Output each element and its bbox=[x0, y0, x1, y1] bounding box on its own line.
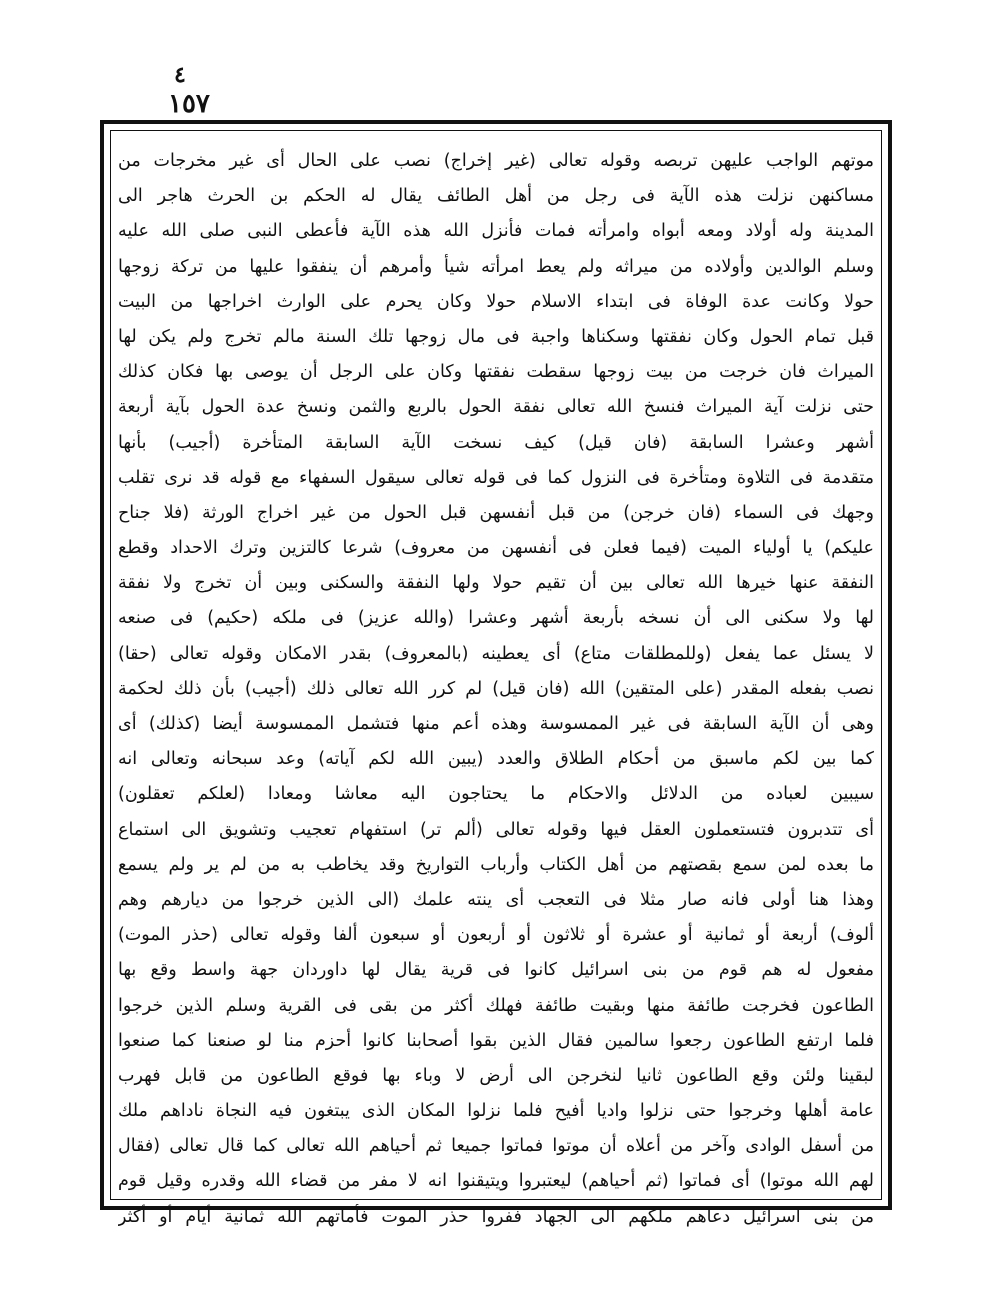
text-line: عامة أهلها وخرجوا حتى نزلوا واديا أفيح فلما نزلوا المكان الذى يبتغون فيه النجاة ناداهم ملك bbox=[118, 1101, 874, 1122]
text-line: لبقينا ولئن وقع الطاعون ثانيا لنخرجن الى أرض لا وباء بها فوقع الطاعون من قابل فهرب bbox=[118, 1065, 874, 1086]
text-line: لا يسئل عما يفعل (وللمطلقات متاع) أى يعطينه (بالمعروف) بقدر الامكان وقوله تعالى (حقا) bbox=[118, 643, 874, 664]
text-line: قبل تمام الحول وكان نفقتها وسكناها واجبة فى مال زوجها تلك السنة مالم تخرج ولم يكن لها bbox=[118, 326, 874, 347]
text-line: الطاعون فخرجت طائفة منها وبقيت طائفة فهلك أكثر من بقى فى القرية وسلم الذين خرجوا bbox=[118, 995, 874, 1016]
text-line: فلما ارتفع الطاعون رجعوا سالمين فقال الذين بقوا أصحابنا كانوا أحزم منا لو صنعنا كما صنعوا bbox=[118, 1030, 874, 1051]
text-line: النفقة عنها خيرها الله تعالى بين أن تقيم حولا ولها النفقة والسكنى وبين أن تخرج ولا نفقة bbox=[118, 573, 874, 594]
text-line: وهذا هنا أولى فانه صار مثلا فى التعجب أى ينته علمك (الى الذين خرجوا من ديارهم وهم bbox=[118, 889, 874, 910]
text-line: المدينة وله أولاد ومعه أبواه وامرأته فمات فأنزل الله هذه الآية فأعطى النبى صلى الله عليه bbox=[118, 221, 874, 242]
text-line: كما بين لكم ماسبق من أحكام الطلاق والعدد (يبين الله لكم آياته) وعد سبحانه وتعالى انه bbox=[118, 749, 874, 770]
text-line: أى تتدبرون فتستعملون العقل فيها وقوله تعالى (ألم تر) استفهام تعجيب وتشويق الى استماع bbox=[118, 819, 874, 840]
signature-mark: ٤ bbox=[174, 62, 186, 88]
text-line: موتهم الواجب عليهن تربصه وقوله تعالى (غير إخراج) نصب على الحال أى غير مخرجات من bbox=[118, 151, 874, 171]
text-line: من بنى اسرائيل دعاهم ملكهم الى الجهاد ففروا حذر الموت فأماتهم الله ثمانية أيام أو أكثر bbox=[118, 1206, 874, 1227]
text-line: ألوف) أربعة أو ثمانية أو عشرة أو ثلاثون أو أربعون أو سبعون ألفا وقوله تعالى (حذر الموت) bbox=[118, 925, 874, 946]
text-line: وسلم الوالدين وأولاده من ميراثه ولم يعط امرأته شيأ وأمرهم أن ينفقوا عليها من تركة زوجها bbox=[118, 256, 874, 277]
text-line: عليكم) يا أولياء الميت (فيما فعلن فى أنفسهن من معروف) شرعا كالتزين وترك الاحداد وقطع bbox=[118, 538, 874, 559]
text-line: حولا وكانت عدة الوفاة فى ابتداء الاسلام حولا وكان يحرم على الوارث اخراجها من البيت bbox=[118, 291, 874, 312]
text-line: أشهر وعشرا السابقة (فان قيل) كيف نسخت الآية السابقة المتأخرة (أجيب) بأنها bbox=[118, 432, 874, 453]
text-line: لهم الله موتوا) أى فماتوا (ثم أحياهم) ليعتبروا ويتيقنوا انه لا مفر من قضاء الله وقدره وقيل قوم bbox=[118, 1171, 874, 1192]
page-number: ١٥٧ bbox=[168, 89, 210, 119]
text-line: مساكنهن نزلت هذه الآية فى رجل من أهل الطائف يقال له الحكم بن الحرث هاجر الى bbox=[118, 186, 874, 207]
text-line: الميراث فان خرجت من بيت زوجها سقطت نفقتها وكان على الرجل أن يوصى بها فكان كذلك bbox=[118, 362, 874, 383]
text-line: مفعول له هم قوم من بنى اسرائيل كانوا فى قرية يقال لها داوردان جهة واسط وقع بها bbox=[118, 960, 874, 981]
text-line: حتى نزلت آية الميراث فنسخ الله تعالى نفقة الحول بالربع والثمن ونسخ عدة الحول بآية أربعة bbox=[118, 397, 874, 418]
main-text-block bbox=[118, 144, 874, 1235]
text-line: متقدمة فى التلاوة ومتأخرة فى النزول كما فى قوله تعالى سيقول السفهاء مع قوله قد نرى تقلب bbox=[118, 467, 874, 488]
text-line: سيبين لعباده من الدلائل والاحكام ما يحتاجون اليه معاشا ومعادا (لعلكم تعقلون) bbox=[118, 784, 874, 805]
text-line: لها ولا سكنى الى أن نسخه بأربعة أشهر وعشرا (والله عزيز) فى ملكه (حكيم) فى صنعه bbox=[118, 608, 874, 629]
text-line: ما بعده لمن سمع بقصتهم من أهل الكتاب وأرباب التواريخ وقد يخاطب به من لم ير ولم يسمع bbox=[118, 854, 874, 875]
text-line: وهى أن الآية السابقة فى غير الممسوسة وهذه أعم منها فتشمل الممسوسة أيضا (كذلك) أى bbox=[118, 714, 874, 734]
text-line: وجهك فى السماء (فان خرجن) من قبل أنفسهن قبل الحول من غير اخراج الورثة (فلا جناح bbox=[118, 502, 874, 523]
text-line: من أسفل الوادى وآخر من أعلاه أن موتوا فماتوا جميعا ثم أحياهم الله تعالى كما قال تعالى (فقال bbox=[118, 1136, 874, 1157]
text-line: نصب بفعله المقدر (على المتقين) الله (فان قيل) لم كرر الله تعالى ذلك (أجيب) بأن ذلك لحكمة bbox=[118, 678, 874, 699]
